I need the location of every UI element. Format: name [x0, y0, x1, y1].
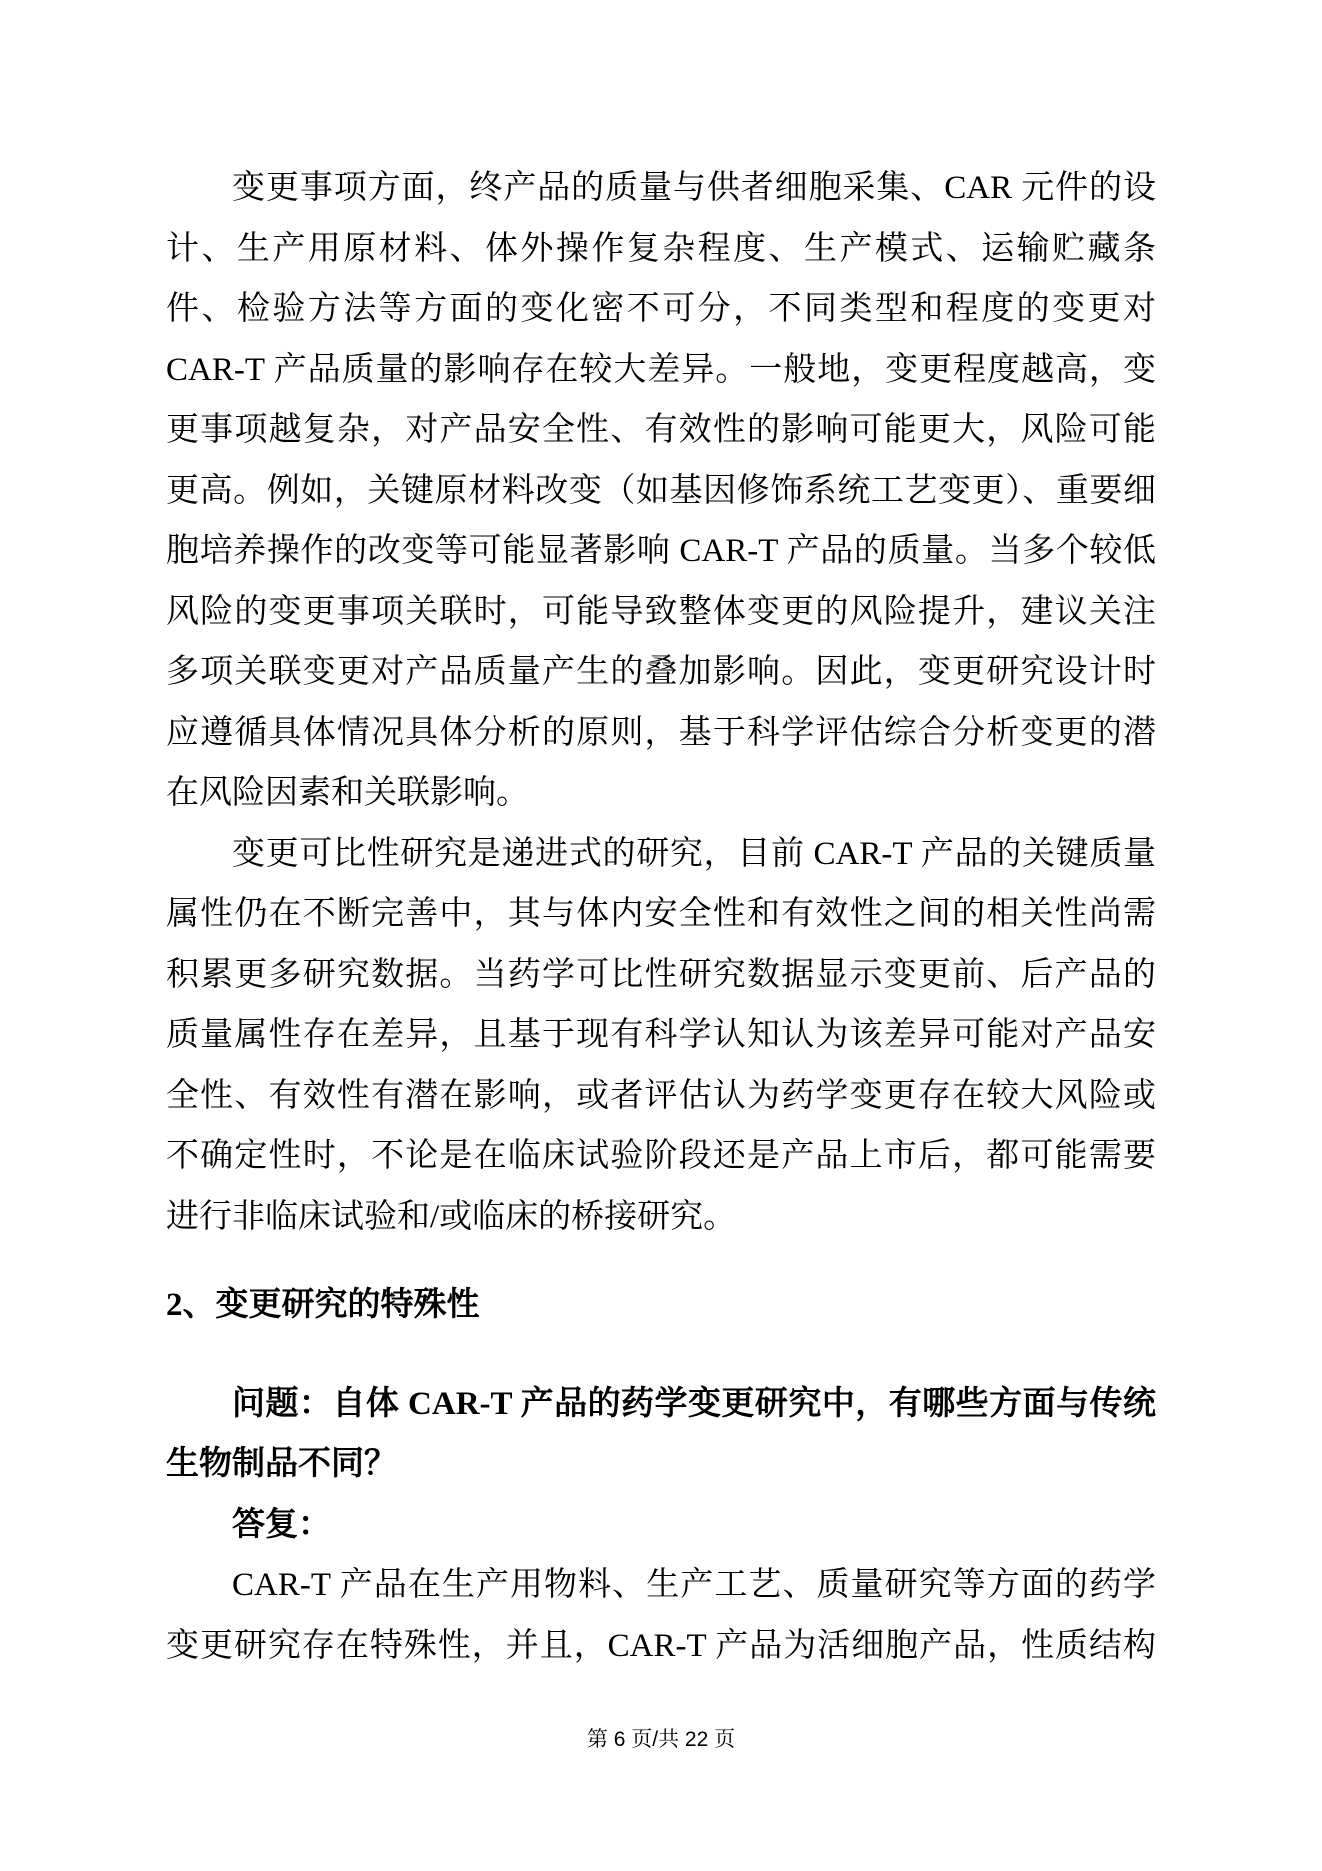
- paragraph-line: 质量属性存在差异，且基于现有科学认知认为该差异可能对产品安: [166, 1017, 1156, 1053]
- section-heading: 2、变更研究的特殊性: [166, 1287, 480, 1323]
- paragraph-line: 全性、有效性有潜在影响，或者评估认为药学变更存在较大风险或: [166, 1077, 1156, 1114]
- question-block: [166, 1374, 1156, 1495]
- paragraph-line: 变更事项方面，终产品的质量与供者细胞采集、CAR 元件的设: [232, 170, 1156, 206]
- paragraph-line: 风险的变更事项关联时，可能导致整体变更的风险提升，建议关注: [166, 593, 1156, 630]
- paragraph-line: 属性仍在不断完善中，其与体内安全性和有效性之间的相关性尚需: [166, 896, 1156, 932]
- question-line: 生物制品不同？: [166, 1446, 397, 1482]
- page-number: 第 6 页/共 22 页: [586, 1728, 736, 1751]
- paragraph-line: 更高。例如，关键原材料改变（如基因修饰系统工艺变更）、重要细: [166, 472, 1156, 509]
- document-body: [166, 158, 1156, 1676]
- paragraph-line: 变更研究存在特殊性，并且，CAR-T 产品为活细胞产品，性质结构: [166, 1627, 1156, 1664]
- answer-label: 答复：: [232, 1506, 331, 1543]
- paragraph-line: 变更可比性研究是递进式的研究，目前 CAR-T 产品的关键质量: [232, 835, 1156, 872]
- paragraph-line: 更事项越复杂，对产品安全性、有效性的影响可能更大，风险可能: [166, 412, 1156, 448]
- paragraph-line: 多项关联变更对产品质量产生的叠加影响。因此，变更研究设计时: [166, 654, 1156, 690]
- paragraph-line: 积累更多研究数据。当药学可比性研究数据显示变更前、后产品的: [166, 956, 1156, 993]
- paragraph-line: 件、检验方法等方面的变化密不可分，不同类型和程度的变更对: [166, 291, 1156, 327]
- paragraph-line: 计、生产用原材料、体外操作复杂程度、生产模式、运输贮藏条: [166, 230, 1156, 267]
- paragraph-line: 在风险因素和关联影响。: [166, 775, 529, 811]
- paragraph-2: [166, 824, 1156, 1248]
- paragraph-line: 胞培养操作的改变等可能显著影响 CAR-T 产品的质量。当多个较低: [166, 533, 1156, 569]
- paragraph-1: [166, 158, 1156, 824]
- paragraph-line: 进行非临床试验和/或临床的桥接研究。: [166, 1198, 737, 1235]
- paragraph-line: CAR-T 产品质量的影响存在较大差异。一般地，变更程度越高，变: [166, 351, 1156, 388]
- paragraph-line: CAR-T 产品在生产用物料、生产工艺、质量研究等方面的药学: [232, 1567, 1156, 1603]
- paragraph-line: 不确定性时，不论是在临床试验阶段还是产品上市后，都可能需要: [166, 1138, 1156, 1174]
- paragraph-line: 应遵循具体情况具体分析的原则，基于科学评估综合分析变更的潜: [166, 714, 1156, 751]
- question-line: 问题：自体 CAR-T 产品的药学变更研究中，有哪些方面与传统: [232, 1385, 1156, 1422]
- paragraph-3: [166, 1555, 1156, 1676]
